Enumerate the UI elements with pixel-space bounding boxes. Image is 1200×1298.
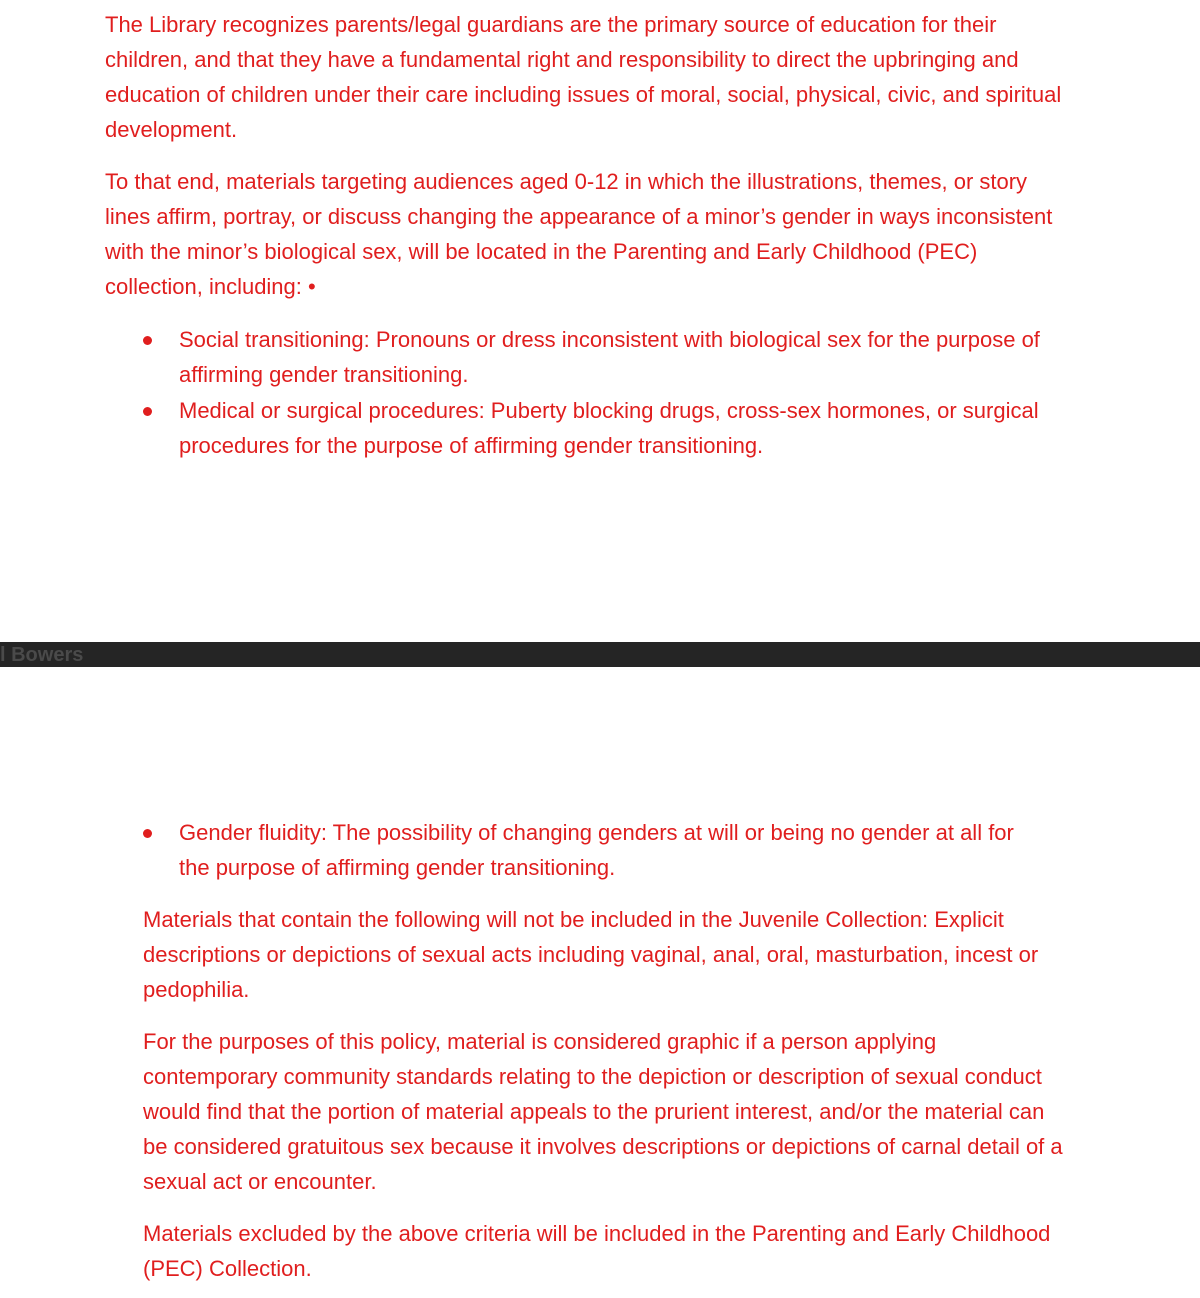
list-item-text: Gender fluidity: The possibility of changing genders at will or being no gender at all for the purpose of affirming gender transitioning. (179, 820, 1014, 880)
paragraph-materials-not-included: Materials that contain the following will not be included in the Juvenile Collection: Explicit descriptions or depictions of sexual acts including vaginal, anal, oral, masturbation, incest or pedophilia. (143, 907, 1039, 1002)
list-item (140, 322, 1040, 392)
screenshot-divider-bar (0, 642, 1200, 667)
paragraph-library-recognizes: The Library recognizes parents/legal guardians are the primary source of education for their children, and that they have a fundamental right and responsibility to direct the upbringing and education of children under their care including issues of moral, social, physical, civic, and spiritual development. (105, 12, 1062, 142)
bullet-list-bottom (140, 815, 1040, 885)
list-item-text: Medical or surgical procedures: Puberty blocking drugs, cross-sex hormones, or surgical procedures for the purpose of affirming gender transitioning. (179, 398, 1039, 458)
list-item-text: Social transitioning: Pronouns or dress inconsistent with biological sex for the purpose of affirming gender transitioning. (179, 327, 1040, 387)
bullet-dot-icon (143, 336, 152, 345)
bullet-dot-icon (143, 407, 152, 416)
bullet-dot-icon (143, 829, 152, 838)
bullet-list-top (140, 322, 1040, 463)
list-item (140, 815, 1040, 885)
paragraph-to-that-end: To that end, materials targeting audiences aged 0-12 in which the illustrations, themes, or story lines affirm, portray, or discuss changing the appearance of a minor’s gender in ways inconsistent with the minor’s biological sex, will be located in the Parenting and Early Childhood (PEC) collection, including: • (105, 169, 1053, 299)
list-item (140, 393, 1040, 463)
paragraph-purposes-of-policy: For the purposes of this policy, material is considered graphic if a person applying contemporary community standards relating to the depiction or description of sexual conduct would find that the portion of material appeals to the prurient interest, and/or the material can be considered gratuitous sex because it involves descriptions or depictions of carnal detail of a sexual act or encounter. (143, 1029, 1063, 1194)
paragraph-materials-excluded: Materials excluded by the above criteria will be included in the Parenting and Early Childhood (PEC) Collection. (143, 1221, 1051, 1281)
divider-text: l Bowers (0, 644, 84, 666)
